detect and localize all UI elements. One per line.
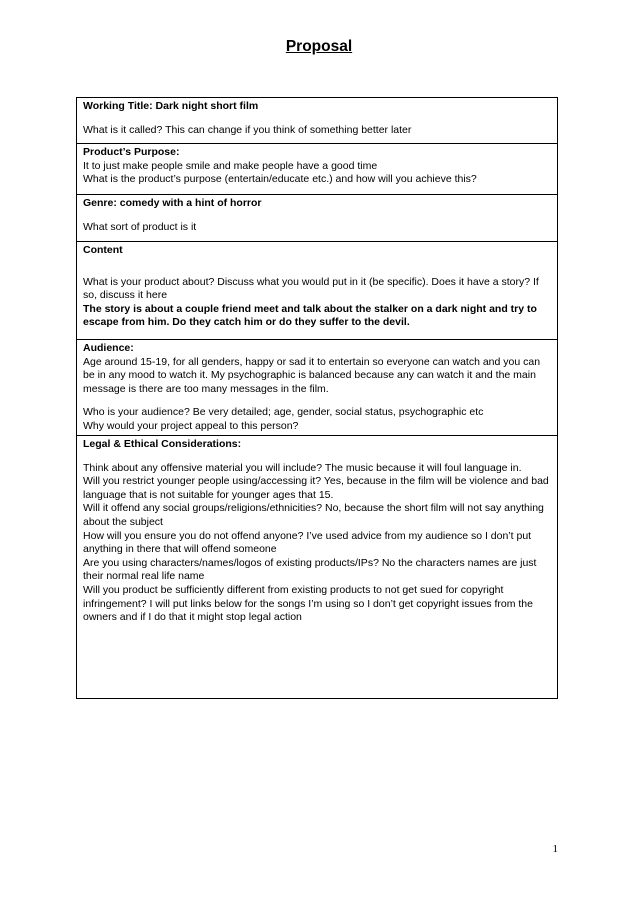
content-section	[77, 242, 557, 340]
legal-line: Think about any offensive material you will include? The music because it will foul language in.	[83, 461, 522, 474]
genre-heading: Genre: comedy with a hint of horror	[83, 197, 262, 209]
legal-line: Will it offend any social groups/religions/ethnicities? No, because the short film will not say anything about the subject	[83, 502, 544, 528]
audience-heading: Audience:	[83, 342, 134, 354]
page-title: Proposal	[285, 38, 353, 55]
legal-line: Are you using characters/names/logos of existing products/IPs? No the characters names are just their normal real life name	[83, 556, 537, 583]
genre-prompt: What sort of product is it	[83, 220, 197, 233]
content-prompt: What is your product about? Discuss what you would put in it (be specific). Does it have a story? If so, discuss it here	[83, 275, 539, 302]
audience-section	[77, 340, 557, 436]
working-title-heading: Working Title: Dark night short film	[83, 100, 259, 112]
legal-heading: Legal & Ethical Considerations:	[83, 438, 242, 450]
proposal-table	[76, 97, 558, 699]
purpose-answer: It to just make people smile and make people have a good time	[83, 159, 378, 172]
purpose-section	[77, 144, 557, 195]
legal-line: How will you ensure you do not offend anyone? I’ve used advice from my audience so I don’t put anything in there that will offend someone	[83, 529, 532, 556]
genre-section	[77, 195, 557, 242]
audience-prompt-1: Who is your audience? Be very detailed; age, gender, social status, psychographic etc	[83, 406, 484, 419]
content-answer: The story is about a couple friend meet and talk about the stalker on a dark night and try to escape from him. Do they catch him or do they suffer to the devil.	[83, 302, 537, 329]
legal-section	[77, 436, 557, 630]
purpose-heading: Product’s Purpose:	[83, 146, 180, 158]
legal-line: Will you restrict younger people using/accessing it? Yes, because in the film will be violence and bad language that is not suitable for younger ages that 15.	[83, 475, 549, 501]
page-number: 1	[552, 843, 558, 855]
audience-answer: Age around 15-19, for all genders, happy or sad it to entertain so everyone can watch and you can be in any mood to watch it. My psychographic is balanced because any can watch it and the main message is there are too many messages in the film.	[83, 355, 541, 395]
purpose-prompt: What is the product’s purpose (entertain/educate etc.) and how will you achieve this?	[83, 173, 477, 186]
content-heading: Content	[83, 244, 123, 256]
audience-prompt-2: Why would your project appeal to this person?	[83, 419, 299, 432]
working-title-section	[77, 98, 557, 144]
working-title-prompt: What is it called? This can change if you think of something better later	[83, 123, 412, 136]
legal-line: Will you product be sufficiently different from existing products to not get sued for copyright infringement? I will put links below for the songs I’m using so I don’t get copyright issues from the owners and if I do that it might stop legal action	[83, 583, 533, 624]
